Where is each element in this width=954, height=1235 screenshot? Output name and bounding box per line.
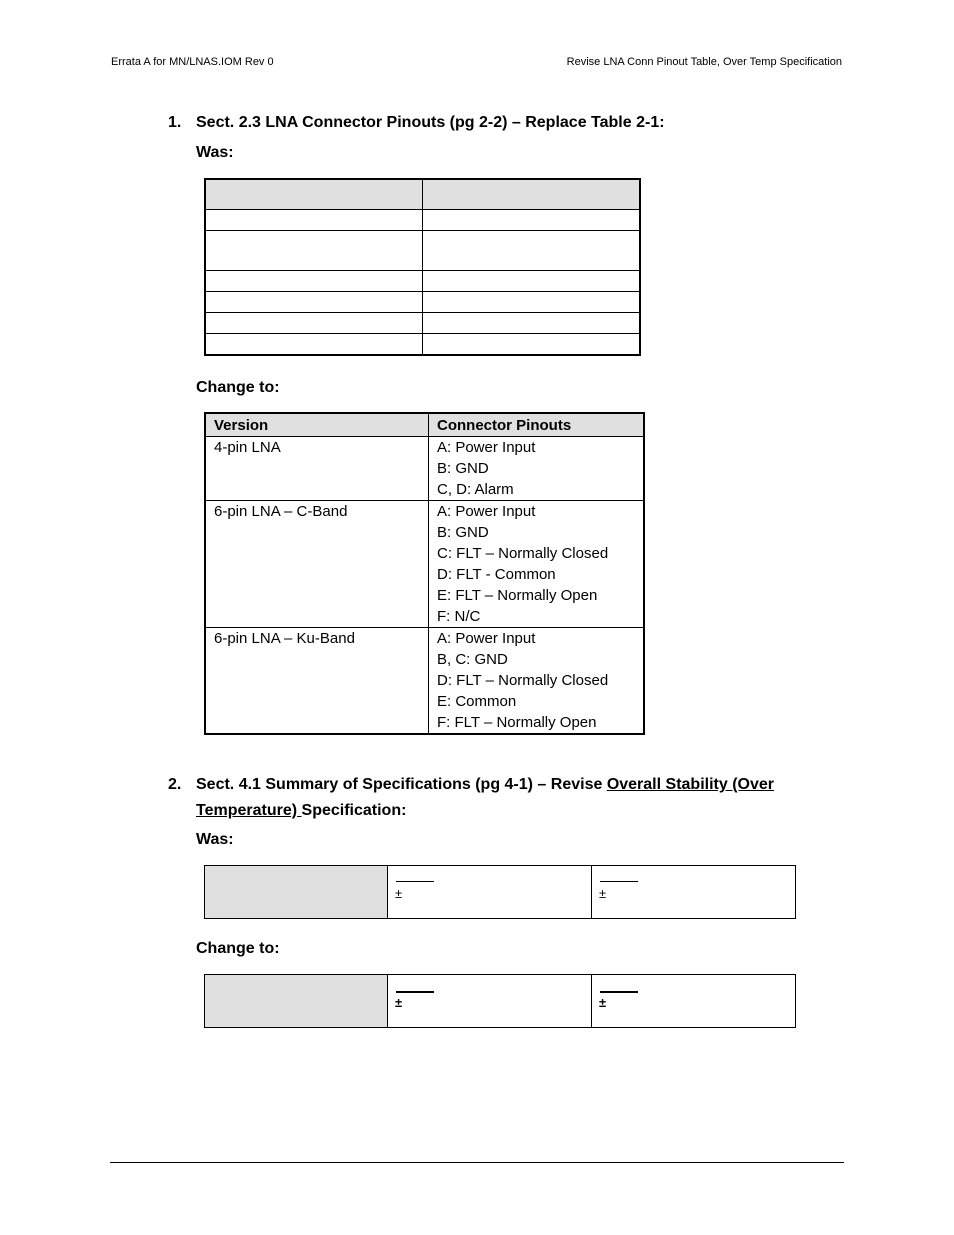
pinout-line: B, C: GND — [437, 651, 508, 668]
plus-minus: ± — [395, 995, 403, 1010]
item1-title: Sect. 2.3 LNA Connector Pinouts (pg 2-2) – Replace Table 2-1: — [196, 114, 665, 131]
was-table-1 — [204, 178, 641, 356]
footer-rule — [110, 1162, 844, 1163]
item2-title — [196, 772, 836, 824]
item2-was-label: Was: — [196, 831, 234, 848]
item2-title-pre: Sect. 4.1 Summary of Specifications (pg 4-1) – Revise — [196, 776, 607, 793]
pinouts-cell — [429, 437, 645, 501]
item2-title-underlined-1: Overall Stability (Over — [606, 776, 774, 793]
pinout-line: A: Power Input — [437, 630, 536, 647]
version-cell: 4-pin LNA — [205, 437, 429, 501]
version-cell: 6-pin LNA – Ku-Band — [205, 628, 429, 735]
table-row — [205, 437, 644, 501]
pinout-line: A: Power Input — [437, 439, 536, 456]
plus-minus: ± — [599, 886, 607, 901]
table-header-version: Version — [205, 413, 429, 437]
item2-change-label: Change to: — [196, 940, 280, 957]
item2-number: 2. — [168, 776, 182, 793]
pinout-line: D: FLT – Normally Closed — [437, 672, 609, 689]
header-right: Revise LNA Conn Pinout Table, Over Temp Specification — [566, 56, 842, 68]
pinout-line: F: FLT – Normally Open — [437, 714, 597, 731]
pinout-line: E: FLT – Normally Open — [437, 587, 598, 604]
plus-minus: ± — [395, 886, 403, 901]
version-cell: 6-pin LNA – C-Band — [205, 501, 429, 628]
pinout-line: F: N/C — [437, 608, 481, 625]
item2-title-post: Specification: — [301, 802, 407, 819]
table-header-pinouts: Connector Pinouts — [429, 413, 645, 437]
item2-title-underlined-2: Temperature) — [196, 802, 302, 819]
pinout-line: C, D: Alarm — [437, 481, 514, 498]
header-left: Errata A for MN/LNAS.IOM Rev 0 — [111, 56, 274, 68]
pinout-line: E: Common — [437, 693, 517, 710]
item1-number: 1. — [168, 114, 182, 131]
pinout-table — [204, 412, 645, 735]
pinout-line: B: GND — [437, 460, 489, 477]
pinouts-cell — [429, 501, 645, 628]
table-row — [205, 628, 644, 735]
pinout-line: A: Power Input — [437, 503, 536, 520]
pinout-line: B: GND — [437, 524, 489, 541]
change-spec-table — [204, 974, 796, 1028]
item1-was-label: Was: — [196, 144, 234, 161]
pinout-line: D: FLT - Common — [437, 566, 556, 583]
item1-change-label: Change to: — [196, 379, 280, 396]
pinout-line: C: FLT – Normally Closed — [437, 545, 609, 562]
pinouts-cell — [429, 628, 645, 735]
plus-minus: ± — [599, 995, 607, 1010]
table-row — [205, 501, 644, 628]
was-spec-table — [204, 865, 796, 919]
